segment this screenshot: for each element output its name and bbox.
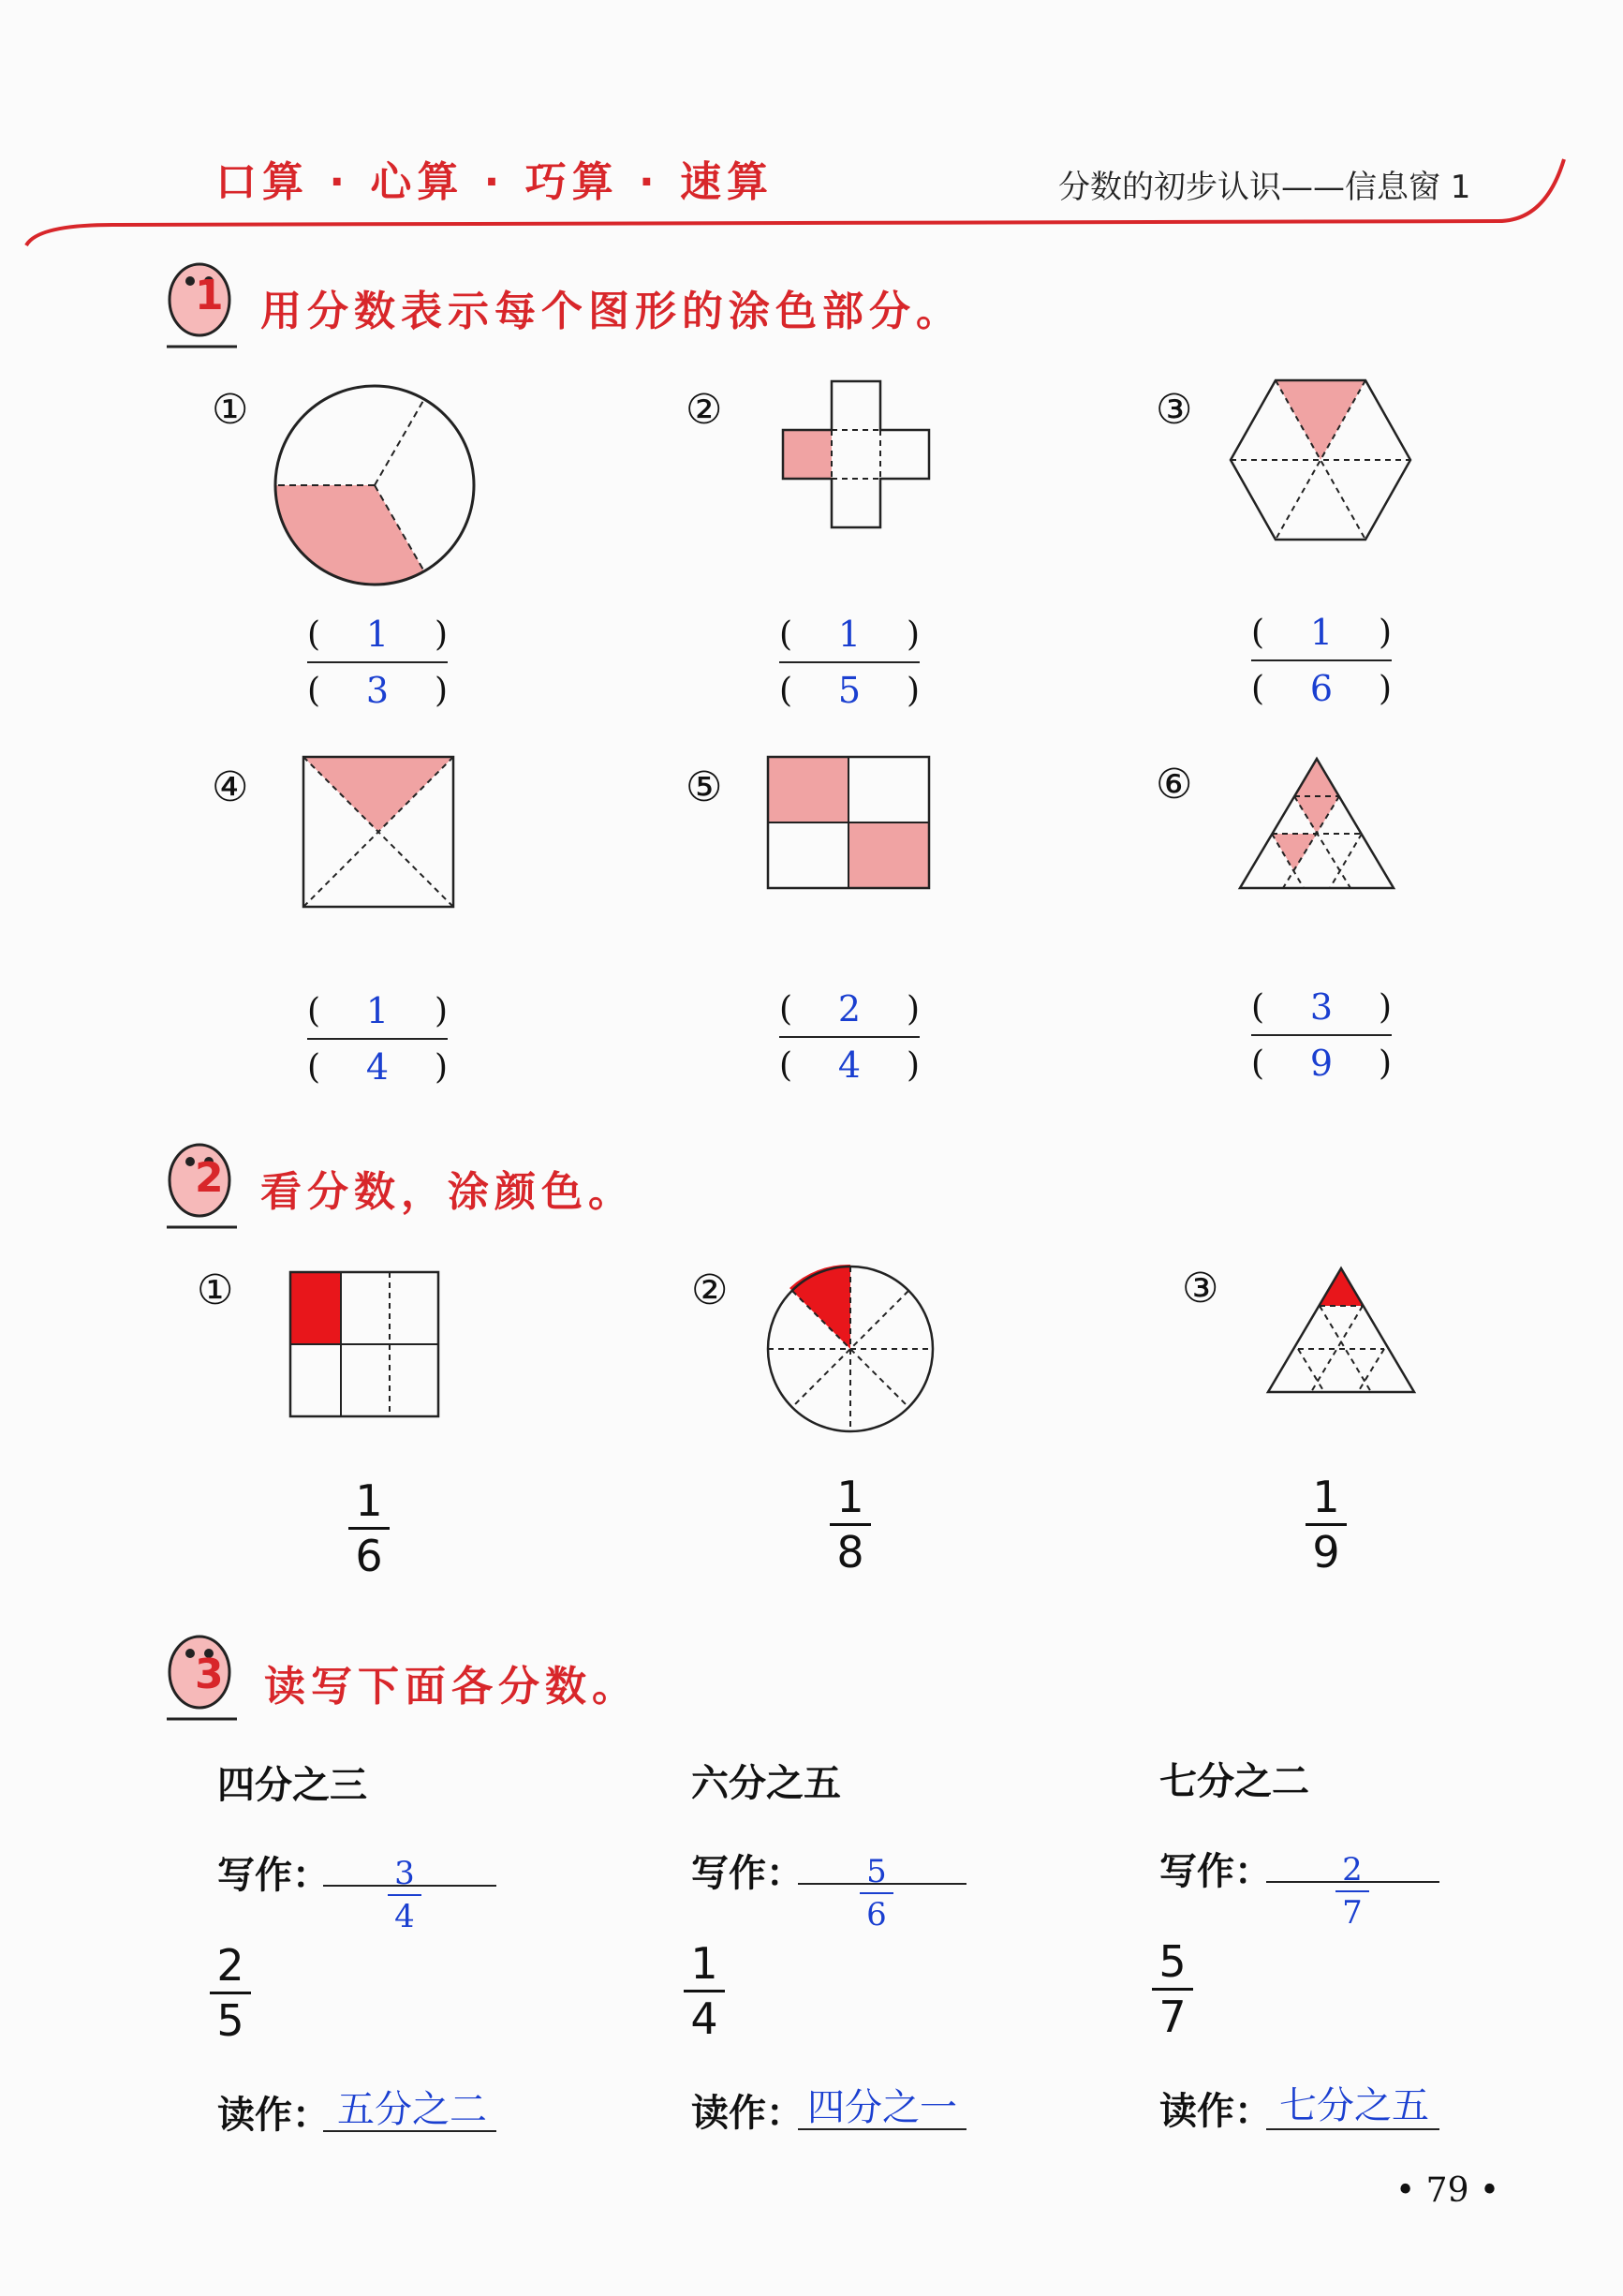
s3-item2-word: 六分之五 <box>691 1762 841 1805</box>
s1-fig2-cross <box>781 379 931 529</box>
s2-item2-denominator: 8 <box>836 1527 864 1578</box>
s1-item1-denominator: 3 <box>365 670 390 711</box>
page-number: • 79 • <box>1395 2171 1500 2210</box>
s3-item1-written-denominator: 4 <box>394 1898 415 1935</box>
s3-item2-fraction <box>676 1937 732 2045</box>
s1-item2-answer: ( 1 ) ( 5 ) <box>779 614 920 711</box>
s3-item2-written-fraction <box>848 1851 905 1935</box>
s2-fig1-rectangle <box>288 1270 442 1420</box>
section3-title: 读写下面各分数。 <box>264 1663 639 1711</box>
s1-item2-numerator: 1 <box>837 614 862 655</box>
s1-item4-numerator: 1 <box>365 990 390 1031</box>
s2-item2-numerator: 1 <box>836 1472 864 1522</box>
s3-item3-fraction <box>1144 1935 1201 2043</box>
s3-item3-written-numerator: 2 <box>1342 1851 1363 1889</box>
s3-item1-frac-denominator: 5 <box>216 1995 244 2046</box>
s1-fig1-circle <box>272 382 478 588</box>
s1-item1-numerator: 1 <box>365 614 390 655</box>
s3-item2-written-numerator: 5 <box>866 1853 887 1890</box>
s1-item4-denominator: 4 <box>365 1046 390 1088</box>
s3-item3-frac-denominator: 7 <box>1158 1992 1187 2042</box>
s3-item3-read-answer: 七分之五 <box>1279 2084 1429 2127</box>
s3-item3-write-label: 写作： <box>1159 1850 1272 1893</box>
s1-item3-denominator: 6 <box>1309 668 1334 709</box>
s1-item5-numerator: 2 <box>837 988 862 1029</box>
s2-item2-label: ② <box>691 1267 729 1314</box>
s2-item2-fraction <box>822 1471 878 1578</box>
s1-item1-answer: ( 1 ) ( 3 ) <box>307 614 448 711</box>
s2-fig3-triangle <box>1264 1265 1418 1396</box>
s3-item1-written-fraction <box>376 1853 433 1937</box>
s3-item1-written-numerator: 3 <box>394 1855 415 1892</box>
s2-item3-numerator: 1 <box>1312 1472 1340 1522</box>
s1-item5-label: ⑤ <box>686 763 723 811</box>
section2-title: 看分数，涂颜色。 <box>260 1168 635 1216</box>
section3-number: 3 <box>195 1651 229 1698</box>
s1-item5-answer: ( 2 ) ( 4 ) <box>779 988 920 1086</box>
s2-fig2-circle <box>764 1263 937 1435</box>
s3-item1-frac-numerator: 2 <box>216 1940 244 1991</box>
s3-item1-fraction <box>202 1939 258 2047</box>
s3-item2-read-answer: 四分之一 <box>807 2086 957 2129</box>
s3-item2-frac-numerator: 1 <box>690 1938 718 1989</box>
s1-item2-denominator: 5 <box>837 670 862 711</box>
s1-item5-denominator: 4 <box>837 1044 862 1086</box>
s1-item6-answer: ( 3 ) ( 9 ) <box>1251 986 1392 1084</box>
s2-item1-label: ① <box>197 1267 234 1314</box>
s3-item3-frac-numerator: 5 <box>1158 1936 1187 1987</box>
s1-item4-answer: ( 1 ) ( 4 ) <box>307 990 448 1088</box>
s3-item3-written-fraction <box>1324 1849 1380 1933</box>
s1-fig4-square <box>302 755 455 909</box>
s3-item2-written-denominator: 6 <box>866 1896 887 1933</box>
s3-item3-written-denominator: 7 <box>1342 1894 1363 1932</box>
header-left-title: 口算 · 心算 · 巧算 · 速算 <box>215 158 775 206</box>
s1-item3-numerator: 1 <box>1309 612 1334 653</box>
header-right-title: 分数的初步认识——信息窗 1 <box>1058 169 1471 206</box>
s3-item1-read-answer: 五分之二 <box>337 2088 487 2131</box>
s2-item3-denominator: 9 <box>1312 1527 1340 1578</box>
s3-item3-read-label: 读作： <box>1159 2090 1272 2133</box>
s3-item2-write-label: 写作： <box>691 1852 804 1895</box>
s1-item4-label: ④ <box>212 763 249 811</box>
header-curve <box>0 0 1623 281</box>
s3-item1-word: 四分之三 <box>217 1764 367 1807</box>
s3-item3-word: 七分之二 <box>1159 1760 1309 1803</box>
s1-fig3-hexagon <box>1227 377 1414 545</box>
s3-item2-read-label: 读作： <box>691 2092 804 2135</box>
s2-item1-fraction <box>341 1474 397 1582</box>
s1-item3-answer: ( 1 ) ( 6 ) <box>1251 612 1392 709</box>
s3-item1-read-label: 读作： <box>217 2094 330 2137</box>
s2-item1-denominator: 6 <box>355 1531 383 1581</box>
s2-item3-label: ③ <box>1182 1265 1219 1312</box>
s1-item6-label: ⑥ <box>1156 761 1193 808</box>
s1-item1-label: ① <box>212 386 249 434</box>
s3-item1-write-label: 写作： <box>217 1854 330 1897</box>
s2-item1-numerator: 1 <box>355 1475 383 1526</box>
s3-item2-frac-denominator: 4 <box>690 1993 718 2044</box>
section1-number: 1 <box>195 272 229 319</box>
s1-fig6-triangle <box>1236 755 1397 892</box>
s2-item3-fraction <box>1298 1471 1354 1578</box>
s1-item2-label: ② <box>686 386 723 434</box>
section1-title: 用分数表示每个图形的涂色部分。 <box>260 288 963 335</box>
s1-item6-numerator: 3 <box>1309 986 1334 1028</box>
s1-item3-label: ③ <box>1156 386 1193 434</box>
s1-item6-denominator: 9 <box>1309 1043 1334 1084</box>
section2-number: 2 <box>195 1154 229 1202</box>
s1-fig5-rectangle <box>766 755 931 890</box>
